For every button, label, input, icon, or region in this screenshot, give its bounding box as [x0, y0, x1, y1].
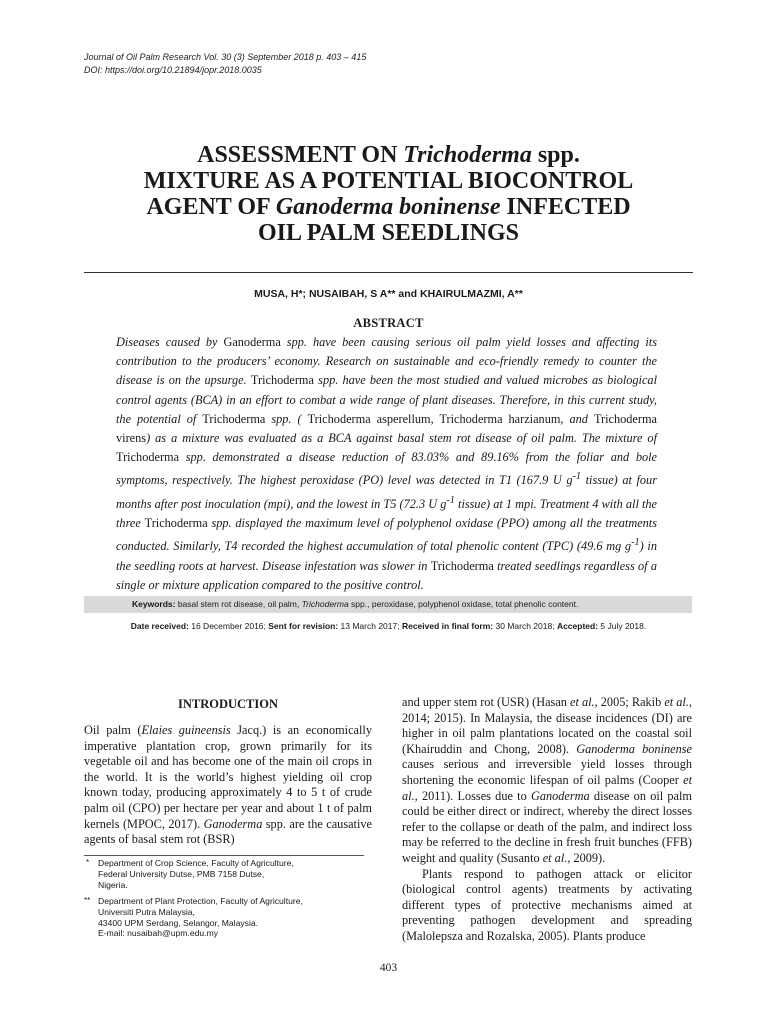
footnote-2-marker: **	[84, 896, 91, 905]
title-line-2: MIXTURE AS A POTENTIAL BIOCONTROL	[143, 168, 634, 194]
author-email[interactable]: E-mail: nusaibah@upm.edu.my	[98, 928, 219, 939]
intro-paragraph-2: Plants respond to pathogen attack or elicitor (biological control agents) treatments by activating different types of protective mechanisms aimed at preventing pathogen development and spreading (Malolepsza and Rozalska, 2005). Plants produce	[402, 866, 692, 943]
manuscript-dates: Date received: 16 December 2016; Sent for revision: 13 March 2017; Received in final form: 30 March 2018; Accepted: 5 July 2018.	[130, 621, 647, 631]
footnote-1: Department of Crop Science, Faculty of Agriculture, Federal University Dutse, PMB 7158 Dutse, Nigeria.	[98, 858, 294, 890]
keywords: Keywords: basal stem rot disease, oil palm, Trichoderma spp., peroxidase, polyphenol oxidase, total phenolic content.	[132, 599, 579, 609]
footnote-divider	[84, 855, 364, 856]
journal-citation: Journal of Oil Palm Research Vol. 30 (3) September 2018 p. 403 – 415	[84, 52, 367, 62]
section-heading-introduction: INTRODUCTION	[177, 697, 278, 711]
page-number: 403	[379, 962, 398, 974]
journal-header	[84, 51, 366, 77]
journal-doi: DOI: https://doi.org/10.21894/jopr.2018.0035	[84, 65, 262, 75]
authors: MUSA, H*; NUSAIBAH, S A** and KHAIRULMAZMI, A**	[254, 288, 523, 300]
abstract-heading: ABSTRACT	[353, 316, 424, 330]
title-line-3: AGENT OF Ganoderma boninense INFECTED	[146, 194, 631, 220]
footnote-1-marker: *	[86, 858, 90, 867]
footnote-2: Department of Plant Protection, Faculty of Agriculture, Universiti Putra Malaysia, 43400 UPM Serdang, Selangor, Malaysia. E-mail: nusaibah@upm.edu.my	[98, 896, 303, 939]
keywords-label: Keywords:	[132, 599, 176, 609]
intro-paragraph-continued: and upper stem rot (USR) (Hasan et al., 2005; Rakib et al., 2014; 2015). In Malaysia, the disease incidences (DI) are higher in oil palm plantations located on the coastal soil (Khairuddin and Chong, 2008). Ganoderma boninense causes serious and irreversible yield losses through shortening the economic lifespan of oil palms (Cooper et al., 2011). Losses due to Ganoderma disease on oil palm could be either direct or indirect, whereby the direct losses refer to the collapse or death of the palm, and indirect loss may be referred to the decline in fresh fruit bunches (FFB) weight and quality (Susanto et al., 2009).	[402, 695, 692, 865]
abstract-body: Diseases caused by Ganoderma spp. have been causing serious oil palm yield losses and affecting its contribution to the producers’ economy. Research on sustainable and eco-friendly remedy to counter the disease is on the upsurge. Trichoderma spp. have been the most studied and valued microbes as biological control agents (BCA) in an effort to combat a wide range of plant diseases. Therefore, in this current study, the potential of Trichoderma spp. ( Trichoderma asperellum, Trichoderma harzianum, and Trichoderma virens) as a mixture was evaluated as a BCA against basal stem rot disease of oil palm. The mixture of Trichoderma spp. demonstrated a disease reduction of 83.03% and 89.16% from the foliar and bole symptoms, respectively. The highest peroxidase (PO) level was detected in T1 (167.9 U $g^{-1}$ tissue) at four months after post inoculation (mpi), and the lowest in T5 (72.3 U $g^{-1}$ tissue) at 1 mpi. Treatment 4 with all the three Trichoderma spp. displayed the maximum level of polyphenol oxidase (PPO) among all the treatments conducted. Similarly, T4 recorded the highest accumulation of total phenolic content (TPC) (49.6 mg $g^{-1}$) in the seedling roots at harvest. Disease infestation was slower in Trichoderma treated seedlings regardless of a single or mixture application compared to the positive control.	[116, 335, 658, 592]
title-divider	[84, 272, 693, 273]
left-column	[84, 723, 372, 848]
right-column	[402, 695, 692, 945]
title-line-4: OIL PALM SEEDLINGS	[258, 220, 519, 246]
title-line-1: ASSESSMENT ON Trichoderma spp.	[197, 142, 580, 168]
intro-paragraph-1: Oil palm (Elaies guineensis Jacq.) is an economically imperative plantation crop, grown primarily for its vegetable oil and has become one of the main oil crops in the world. It is the world’s highest yielding oil crop known today, producing approximately 4 to 5 t of crude palm oil (CPO) per hectare per year and about 1 t of palm kernels (MPOC, 2017). Ganoderma spp. are the causative agents of basal stem rot (BSR)	[84, 723, 372, 847]
paper-title	[84, 142, 693, 246]
